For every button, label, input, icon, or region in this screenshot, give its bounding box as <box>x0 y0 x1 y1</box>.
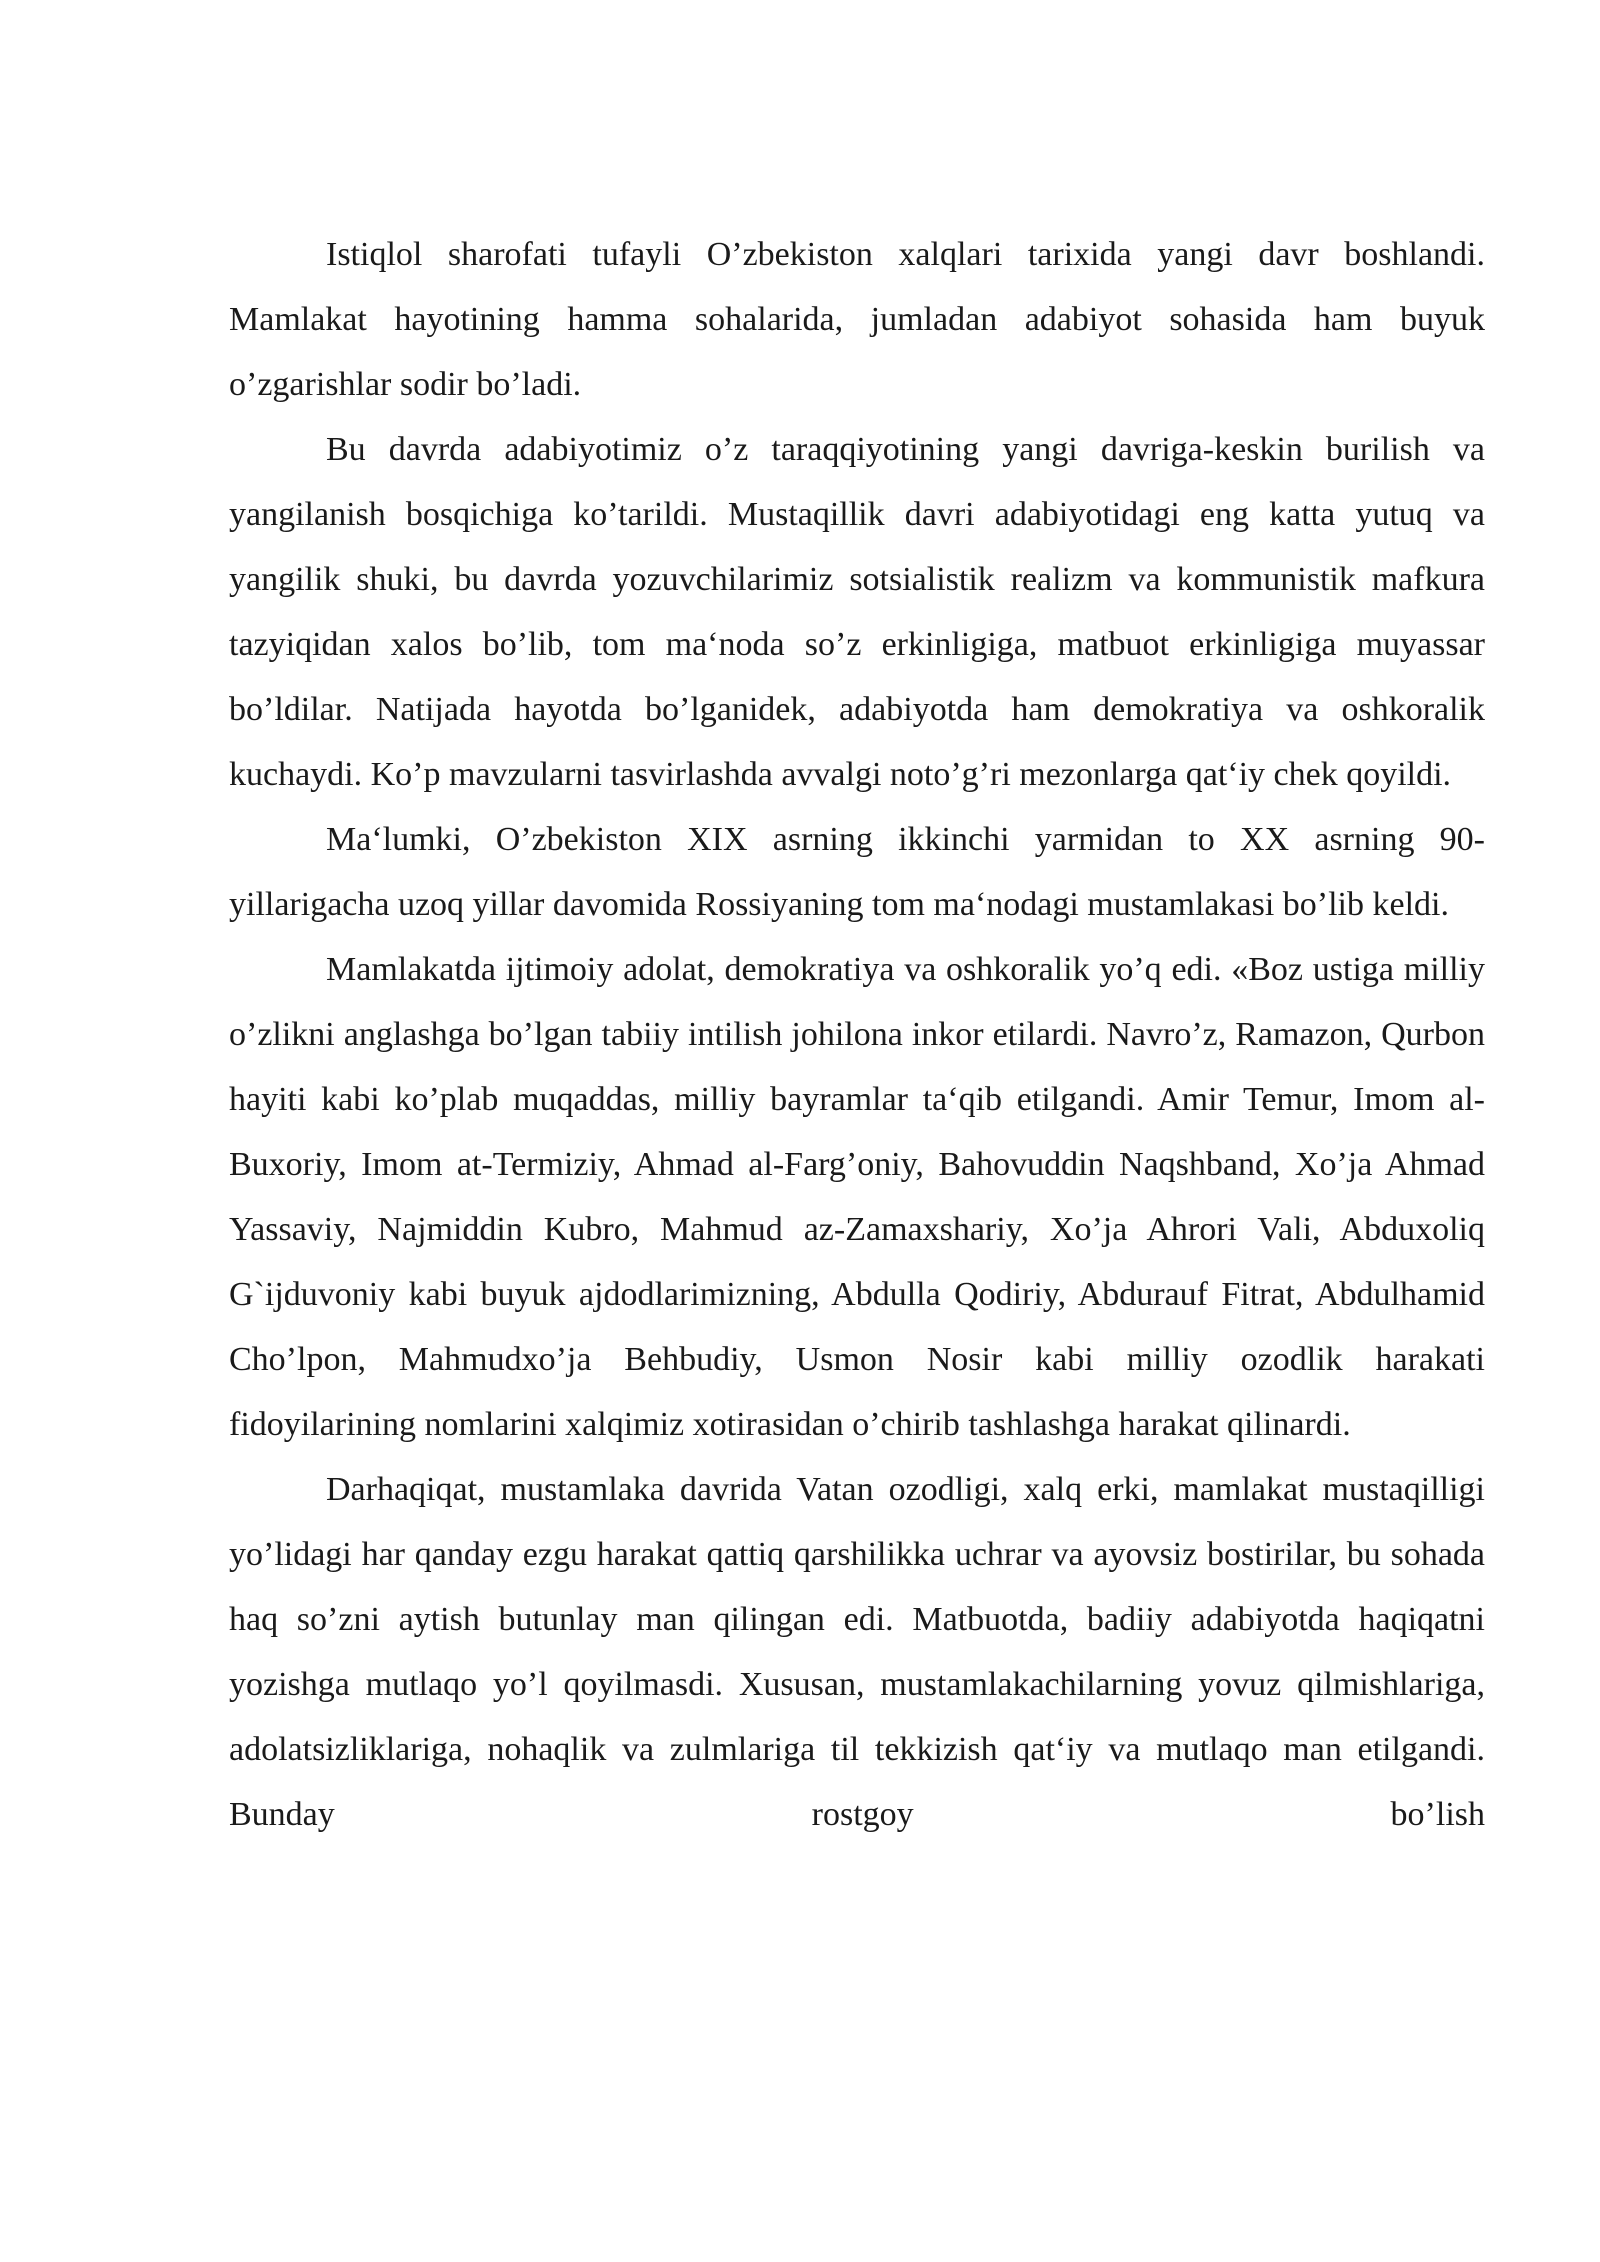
paragraph-2: Bu davrda adabiyotimiz o’z taraqqiyotining yangi davriga-keskin burilish va yangilanish bosqichiga ko’tarildi. Mustaqillik davri adabiyotidagi eng katta yutuq va yangilik shuki, bu davrda yozuvchilarimiz sotsialistik realizm va kommunistik mafkura tazyiqidan xalos bo’lib, tom ma‘noda so’z erkinligiga, matbuot erkinligiga muyassar bo’ldilar. Natijada hayotda bo’lganidek, adabiyotda ham demokratiya va oshkoralik kuchaydi. Ko’p mavzularni tasvirlashda avvalgi noto’g’ri mezonlarga qat‘iy chek qoyildi. <box>229 431 1485 793</box>
paragraph-4: Mamlakatda ijtimoiy adolat, demokratiya va oshkoralik yo’q edi. «Boz ustiga milliy o’zlikni anglashga bo’lgan tabiiy intilish johilona inkor etilardi. Navro’z, Ramazon, Qurbon hayiti kabi ko’plab muqaddas, milliy bayramlar ta‘qib etilgandi. Amir Temur, Imom al-Buxoriy, Imom at-Termiziy, Ahmad al-Farg’oniy, Bahovuddin Naqshband, Xo’ja Ahmad Yassaviy, Najmiddin Kubro, Mahmud az-Zamaxshariy, Xo’ja Ahrori Vali, Abduxoliq G`ijduvoniy kabi buyuk ajdodlarimizning, Abdulla Qodiriy, Abdurauf Fitrat, Abdulhamid Cho’lpon, Mahmudxo’ja Behbudiy, Usmon Nosir kabi milliy ozodlik harakati fidoyilarining nomlarini xalqimiz xotirasidan o’chirib tashlashga harakat qilinardi. <box>229 951 1485 1443</box>
paragraph-3: Ma‘lumki, O’zbekiston XIX asrning ikkinchi yarmidan to XX asrning 90-yillarigacha uzoq yillar davomida Rossiyaning tom ma‘nodagi mustamlakasi bo’lib keldi. <box>229 821 1485 923</box>
paragraph-5: Darhaqiqat, mustamlaka davrida Vatan ozodligi, xalq erki, mamlakat mustaqilligi yo’lidagi har qanday ezgu harakat qattiq qarshilikka uchrar va ayovsiz bostirilar, bu sohada haq so’zni aytish butunlay man qilingan edi. Matbuotda, badiiy adabiyotda haqiqatni yozishga mutlaqo yo’l qoyilmasdi. Xususan, mustamlakachilarning yovuz qilmishlariga, adolatsizliklariga, nohaqlik va zulmlariga til tekkizish qat‘iy va mutlaqo man etilgandi. Bunday rostgoy bo’lish <box>229 1471 1485 1833</box>
paragraph-1: Istiqlol sharofati tufayli O’zbekiston xalqlari tarixida yangi davr boshlandi. Mamlakat hayotining hamma sohalarida, jumladan adabiyot sohasida ham buyuk o’zgarishlar sodir bo’ladi. <box>229 236 1485 403</box>
document-body <box>229 222 1485 1847</box>
